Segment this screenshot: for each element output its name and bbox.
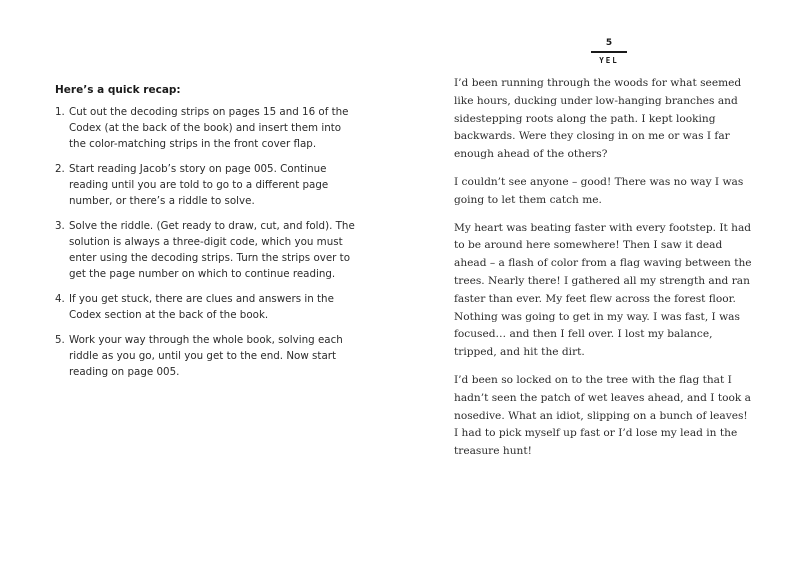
story-paragraph: I’d been running through the woods for what seemed like hours, ducking under low-hanging branches and sidestepping roots along the path. I kept looking backwards. Were they closing in on me or was I far enough ahead of the others? <box>454 77 742 161</box>
story-paragraph: I’d been so locked on to the tree with the flag that I hadn’t seen the patch of wet leaves ahead, and I took a nosedive. What an idiot, slipping on a bunch of leaves! I had to pick myself up fast or I’d lose my lead in the treasure hunt! <box>454 373 751 458</box>
step-text: If you get stuck, there are clues and answers in the Codex section at the back of the book. <box>69 293 334 321</box>
step-text: Start reading Jacob’s story on page 005. Continue reading until you are told to go to a different page number, or there’s a riddle to solve. <box>69 163 329 207</box>
right-page <box>405 0 810 573</box>
recap-step <box>55 332 355 380</box>
recap-list <box>55 104 355 389</box>
recap-step <box>55 218 355 282</box>
page-code: YEL <box>599 55 619 65</box>
page-number-block <box>591 38 627 65</box>
recap-step <box>55 104 355 152</box>
recap-step <box>55 161 355 209</box>
recap-step <box>55 291 355 323</box>
page-number-rule <box>591 51 627 53</box>
step-number: 5. <box>55 334 65 346</box>
page-number: 5 <box>605 38 613 48</box>
step-text: Solve the riddle. (Get ready to draw, cut, and fold). The solution is always a three-digit code, which you must enter using the decoding strips. Turn the strips over to get the page number on which to continue reading. <box>69 220 355 280</box>
story-paragraph: My heart was beating faster with every footstep. It had to be around here somewhere! Then I saw it dead ahead – a flash of color from a flag waving between the trees. Nearly there! I gathered all my strength and ran faster than ever. My feet flew across the forest floor. Nothing was going to get in my way. I was fast, I was focused… and then I fell over. I lost my balance, tripped, and hit the dirt. <box>454 221 752 359</box>
step-number: 1. <box>55 106 65 118</box>
step-number: 3. <box>55 220 65 232</box>
step-text: Cut out the decoding strips on pages 15 and 16 of the Codex (at the back of the book) and insert them into the color-matching strips in the front cover flap. <box>69 106 349 150</box>
story-paragraph: I couldn’t see anyone – good! There was no way I was going to let them catch me. <box>454 175 744 206</box>
step-number: 2. <box>55 163 65 175</box>
recap-heading: Here’s a quick recap: <box>55 84 181 96</box>
story-text <box>454 75 754 471</box>
step-text: Work your way through the whole book, solving each riddle as you go, until you get to the end. Now start reading on page 005. <box>69 334 343 378</box>
step-number: 4. <box>55 293 65 305</box>
